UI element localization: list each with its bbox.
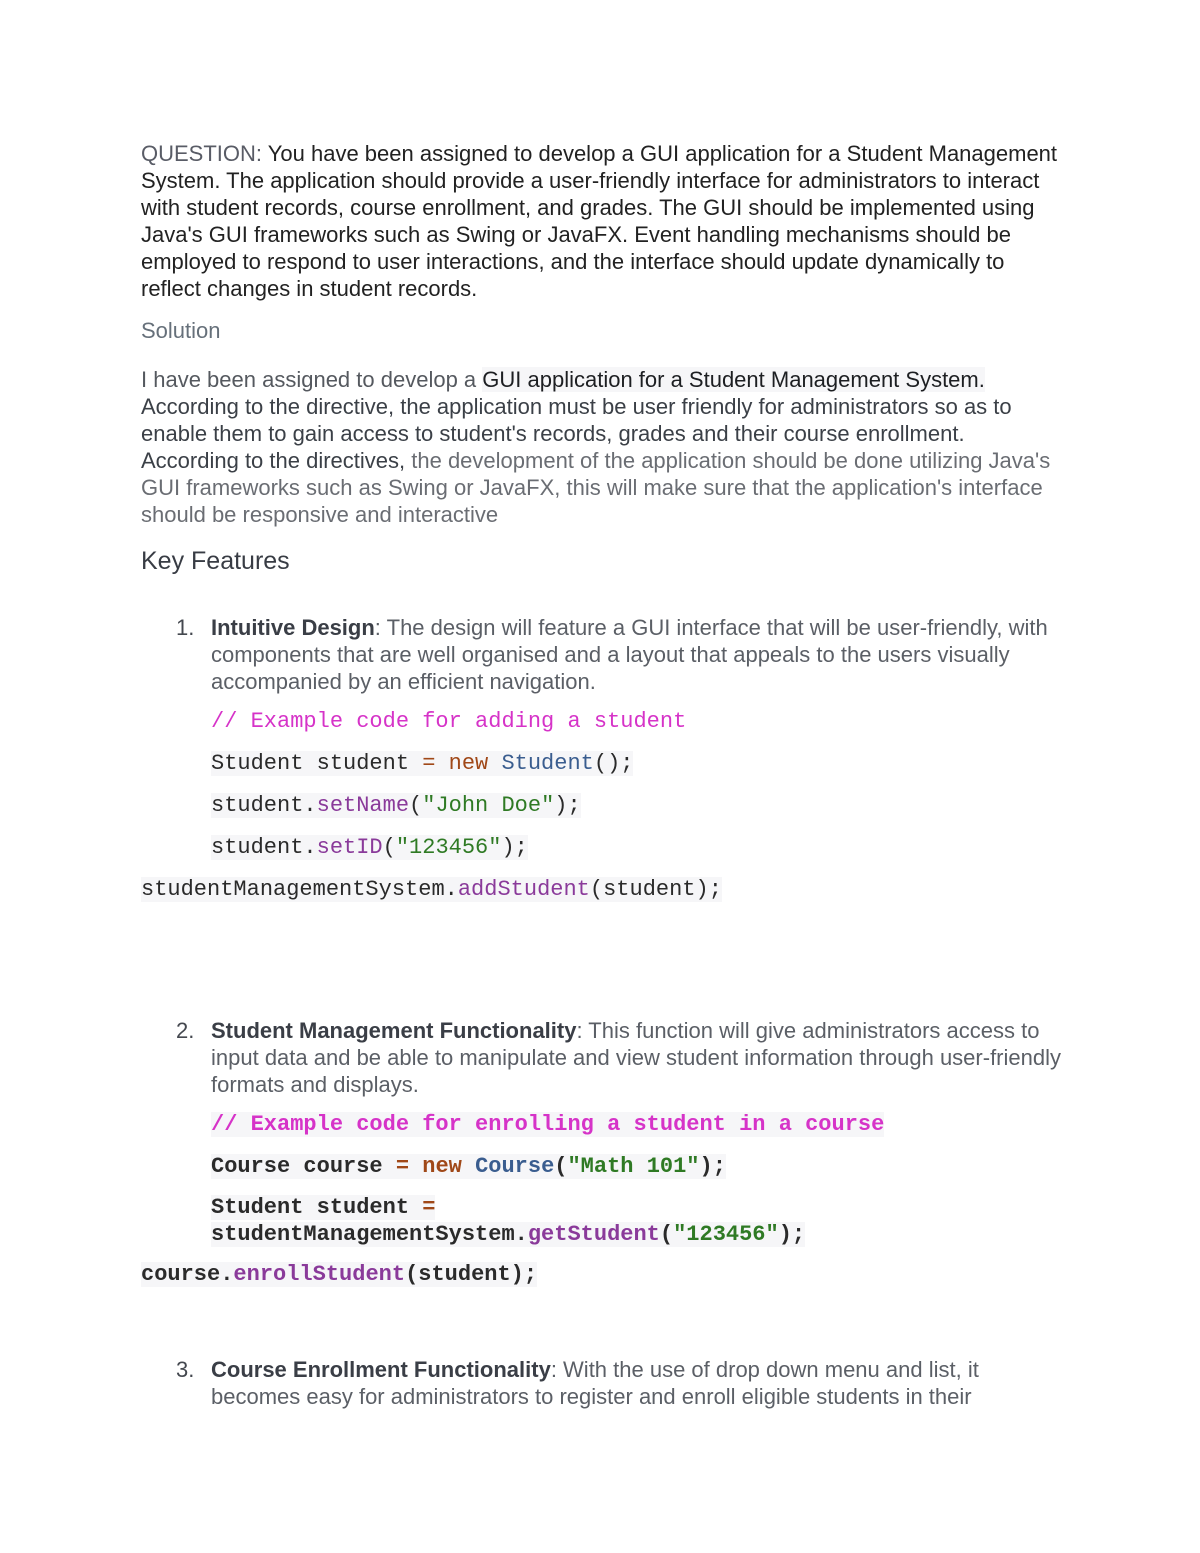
feature-title: Course Enrollment Functionality: [211, 1357, 551, 1382]
code-block-add-student: [141, 707, 1061, 905]
code-line: student.setName("John Doe");: [211, 793, 581, 818]
solution-text-part1: I have been assigned to develop a: [141, 367, 483, 392]
feature-number: 1.: [176, 615, 195, 640]
question-paragraph: [141, 140, 1061, 302]
solution-text-part4: the development of the application should be done utilizing Java's GUI frameworks such as Swing or JavaFX, this will make sure that the application's interface should be responsive and interactive: [141, 448, 1051, 527]
feature-text: : This function will give administrators access to input data and be able to manipulate and view student information through user-friendly formats and displays.: [211, 1018, 1061, 1097]
feature-item-3: [141, 1356, 1061, 1410]
feature-text: : With the use of drop down menu and list, it becomes easy for administrators to register and enroll eligible students in their: [211, 1357, 979, 1409]
feature-title: Student Management Functionality: [211, 1018, 577, 1043]
feature-description: [211, 614, 1061, 695]
question-label: QUESTION:: [141, 141, 263, 166]
feature-description: [211, 1017, 1061, 1098]
feature-item-1: [141, 614, 1061, 695]
code-block-enroll-student: [141, 1110, 1061, 1290]
code-line-comment: // Example code for adding a student: [211, 709, 687, 734]
code-line: studentManagementSystem.addStudent(student);: [141, 877, 722, 902]
key-features-heading: Key Features: [141, 547, 290, 575]
feature-description: [211, 1356, 1061, 1410]
code-line-comment: // Example code for enrolling a student in a course: [211, 1112, 885, 1137]
solution-text-part3: According to the directive, the application must be user friendly for administrators so as to enable them to gain access to student's records, grades and their course enrollment. According to the directives,: [141, 394, 1012, 473]
feature-number: 3.: [176, 1357, 195, 1382]
code-line: Student student =: [211, 1195, 436, 1220]
solution-label: Solution: [141, 318, 221, 343]
question-text: You have been assigned to develop a GUI application for a Student Management System. The application should provide a user-friendly interface for administrators to interact with student records, course enrollment, and grades. The GUI should be implemented using Java's GUI frameworks such as Swing or JavaFX. Event handling mechanisms should be employed to respond to user interactions, and the interface should update dynamically to reflect changes in student records.: [141, 141, 1058, 301]
code-line: Course course = new Course("Math 101");: [211, 1154, 726, 1179]
solution-paragraph: [141, 366, 1061, 528]
code-line: Student student = new Student();: [211, 751, 634, 776]
feature-text: : The design will feature a GUI interface that will be user-friendly, with components that are well organised and a layout that appeals to the users visually accompanied by an efficient navigation.: [211, 615, 1048, 694]
feature-number: 2.: [176, 1018, 195, 1043]
document-page: [141, 140, 1061, 1410]
solution-text-part2: GUI application for a Student Management System.: [482, 367, 985, 392]
feature-title: Intuitive Design: [211, 615, 375, 640]
code-line: studentManagementSystem.getStudent("123456");: [211, 1222, 806, 1247]
code-line: course.enrollStudent(student);: [141, 1262, 538, 1287]
code-line: student.setID("123456");: [211, 835, 528, 860]
feature-item-2: [141, 1017, 1061, 1098]
